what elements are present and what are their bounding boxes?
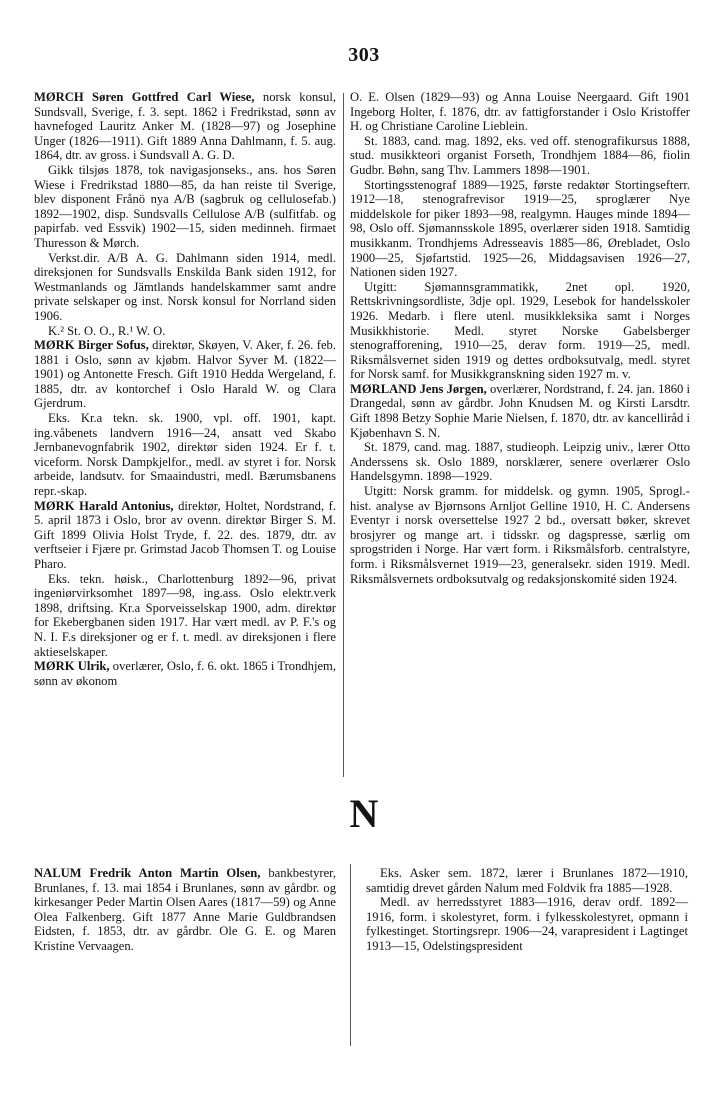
section-letter: N <box>349 791 379 836</box>
entry-text: norsk konsul, Sundsvall, Sverige, f. 3. sept. 1862 i Fredrikstad, sønn av havnefoged Lauritz Anker M. (1828—97) og Josephine Unger (1826—1911). Gift 1889 Anna Dahlmann, f. 5. aug. 1864, dtr. av gross. i Sundsvall A. G. D. <box>34 90 337 163</box>
entry-paragraph <box>34 411 336 499</box>
entry-paragraph <box>350 484 690 586</box>
entry-text: overlærer, Nordstrand, f. 24. jan. 1860 i Drangedal, sønn av gårdbr. John Knudsen M. og Kirsti Larsdtr. Gift 1898 Betzy Sophie Marie Nielsen, f. 1870, dtr. av kancelliråd i Kjøbenhavn S. N. <box>350 381 690 440</box>
column-left-top <box>34 90 336 688</box>
entry-paragraph <box>350 280 690 382</box>
entry-text: direktør, Skøyen, V. Aker, f. 26. feb. 1881 i Oslo, sønn av kjøbm. Halvor Syver M. (1822—1901) og Antonette Fresch. Gift 1910 Hedda Wergeland, f. 1885, dtr. av kontorchef i Oslo Harald W. og Clara Gjerdrum. <box>34 338 336 411</box>
entry-paragraph <box>350 178 690 280</box>
entry-text: Utgitt: Norsk gramm. for middelsk. og gymn. 1905, Sprogl.-hist. analyse av Bjørnsons Arnljot Gelline 1910, H. C. Andersens Eventyr i norsk oversettelse 1927 2 bd., oversatt bøker, skrevet brosjyrer og mange art. i tidsskr. og dagspresse, særlig om sprogstriden i Norge. Har vært form. i Riksmålsforb. centralstyre, form. i Riksmålsvernet 1919—23, generalsekr. siden 1919. Medl. Riksmålsvernets ordboksutvalg og redaksjonskomité siden 1924. <box>350 484 690 586</box>
entry-headword: MØRK Ulrik, <box>34 659 110 674</box>
entry-text: K.² St. O. O., R.¹ W. O. <box>48 323 166 338</box>
entry-text: Stortingsstenograf 1889—1925, første redaktør Stortingsefterr. 1912—18, stenografrevisor 1919—25, sproglærer Nye middelskole for piker 1893—98, realgymn. Hauges minde 1894—98, Oslo off. Sjømannsskole 1895, overlærer siden 1918. Samtidig musikkanm. Trondhjems Adresseavis 1885—86, Ørebladet, Oslo 1900—25, Sjøfartstid. 1925—26, Middagsavisen 1926—27, Nationen siden 1927. <box>350 177 690 280</box>
entry-text: overlærer, Oslo, f. 6. okt. 1865 i Trondhjem, sønn av økonom <box>34 659 337 688</box>
entry-headword: MØRLAND Jens Jørgen, <box>350 381 487 396</box>
entry-paragraph <box>366 895 688 953</box>
entry-text: St. 1883, cand. mag. 1892, eks. ved off. stenografikursus 1888, stud. musikkteori organist Forseth, Trondhjem 1884—86, fiolin Gudbr. Bøhn, sang Thv. Lammers 1898—1901. <box>350 133 690 177</box>
entry-text: Utgitt: Sjømannsgrammatikk, 2net opl. 1920, Rettskrivningsordliste, 3dje opl. 1929, Lesebok for handelsskoler 1926. Medarb. i flere utenl. musikkleksika samt i Norges Musikkhistorie. Medl. styret Norske Gabelsberger stenografforening, 1910—25, derav form. 1919—25, medl. Riksmålsvernet siden 1919 og dettes ordboksutvalg, medl. styret for Norsk samf. for Musikkgranskning siden 1927 m. v. <box>350 279 690 382</box>
entry-text: Eks. Asker sem. 1872, lærer i Brunlanes 1872—1910, samtidig drevet gården Nalum med Foldvik fra 1885—1928. <box>366 866 688 895</box>
biography-entry <box>34 90 336 163</box>
biography-entry <box>34 499 336 572</box>
entry-headword: MØRK Harald Antonius, <box>34 498 174 513</box>
biography-entry <box>34 338 336 411</box>
entry-headword: NALUM Fredrik Anton Martin Olsen, <box>34 866 261 880</box>
entry-headword: MØRK Birger Sofus, <box>34 338 149 353</box>
biography-entry <box>34 659 336 688</box>
entry-text: direktør, Holtet, Nordstrand, f. 5. april 1873 i Oslo, bror av ovenn. direktør Birger S. M. Gift 1899 Olivia Holst Tryde, f. 22. des. 1879, dtr. av verftseier i Fjære pr. Grimstad Jacob Thomsen T. og Louise Pharo. <box>34 498 336 571</box>
column-right-bottom <box>366 866 688 954</box>
entry-paragraph <box>34 163 336 251</box>
column-divider-top <box>343 93 344 777</box>
column-divider-bottom <box>350 864 351 1046</box>
entry-text: St. 1879, cand. mag. 1887, studieoph. Leipzig univ., lærer Otto Anderssens sk. Oslo 1889, norsklærer, senere overlærer Oslo Handelsgymn. 1898—1929. <box>350 440 690 484</box>
entry-text: bankbestyrer, Brunlanes, f. 13. mai 1854 i Brunlanes, sønn av gårdbr. og kirkesanger Peder Martin Olsen Aares (1817—59) og Anne Olea Falkenberg. Gift 1877 Anne Marie Guldbrandsen Eidsten, f. 1853, dtr. av gårdbr. Ole G. E. og Maren Kristine Vervaagen. <box>34 866 336 953</box>
entry-paragraph <box>350 440 690 484</box>
entry-paragraph <box>34 324 336 339</box>
biography-entry <box>34 866 336 954</box>
column-left-bottom <box>34 866 336 954</box>
page-number: 303 <box>348 44 380 66</box>
entry-paragraph <box>350 90 690 134</box>
entry-text: Eks. Kr.a tekn. sk. 1900, vpl. off. 1901, kapt. ing.våbenets landvern 1916—24, ansatt ved Skabo Jernbanevognfabrik 1902, direktør siden 1924. Er f. t. viceform. Norsk Dampkjelfor., medl. av styret i for. Norsk arbeide, landsutv. for Smaaindustri, medl. Bærumsbanens repr.-skap. <box>34 411 336 499</box>
entry-text: Eks. tekn. høisk., Charlottenburg 1892—96, privat ingeniørvirksomhet 1897—98, ing.ass. Oslo elektr.verk 1898, driftsing. Kr.a Sporveisselskap 1900, adm. direktør for Ekebergbanen siden 1917. Har vært medl. av P. F.'s og N. I. F.s direksjoner og er f. t. medl. av direksjonen i flere aktieselskaper. <box>34 571 336 659</box>
entry-text: O. E. Olsen (1829—93) og Anna Louise Neergaard. Gift 1901 Ingeborg Holter, f. 1876, dtr. av fattigforstander i Oslo Kristoffer H. og Christiane Caroline Lieblein. <box>350 90 690 134</box>
column-right-top <box>350 90 690 586</box>
entry-text: Medl. av herredsstyret 1883—1916, derav ordf. 1892—1916, form. i skolestyret, form. i fylkesskolestyret, opmann i fylkestinget. Stortingsrepr. 1906—24, varapresident i Lagtinget 1913—15, Odelstingspresident <box>366 895 688 953</box>
entry-text: Gikk tilsjøs 1878, tok navigasjonseks., ans. hos Søren Wiese i Fredrikstad 1880—85, da han reiste til Sverige, blev disponent Frånö nya A/B (sagbruk og cellulosefab.) 1892—1902, disp. Sundsvalls Cellulose A/B (sulfitfab. og papirfab. ved Essvik) 1902—15, siden medinneh. firmaet Thuresson & Mørch. <box>34 162 336 250</box>
entry-headword: MØRCH Søren Gottfred Carl Wiese, <box>34 90 255 104</box>
entry-paragraph <box>34 251 336 324</box>
entry-paragraph <box>34 572 336 660</box>
entry-paragraph <box>350 134 690 178</box>
entry-paragraph <box>366 866 688 895</box>
entry-text: Verkst.dir. A/B A. G. Dahlmann siden 1914, medl. direksjonen for Sundsvalls Enskilda Bank siden 1912, for Westmanlands og Jämtlands handelskammer samt andre private selskaper og inst. Norsk konsul for Norrland siden 1906. <box>34 250 336 323</box>
biography-entry <box>350 382 690 440</box>
